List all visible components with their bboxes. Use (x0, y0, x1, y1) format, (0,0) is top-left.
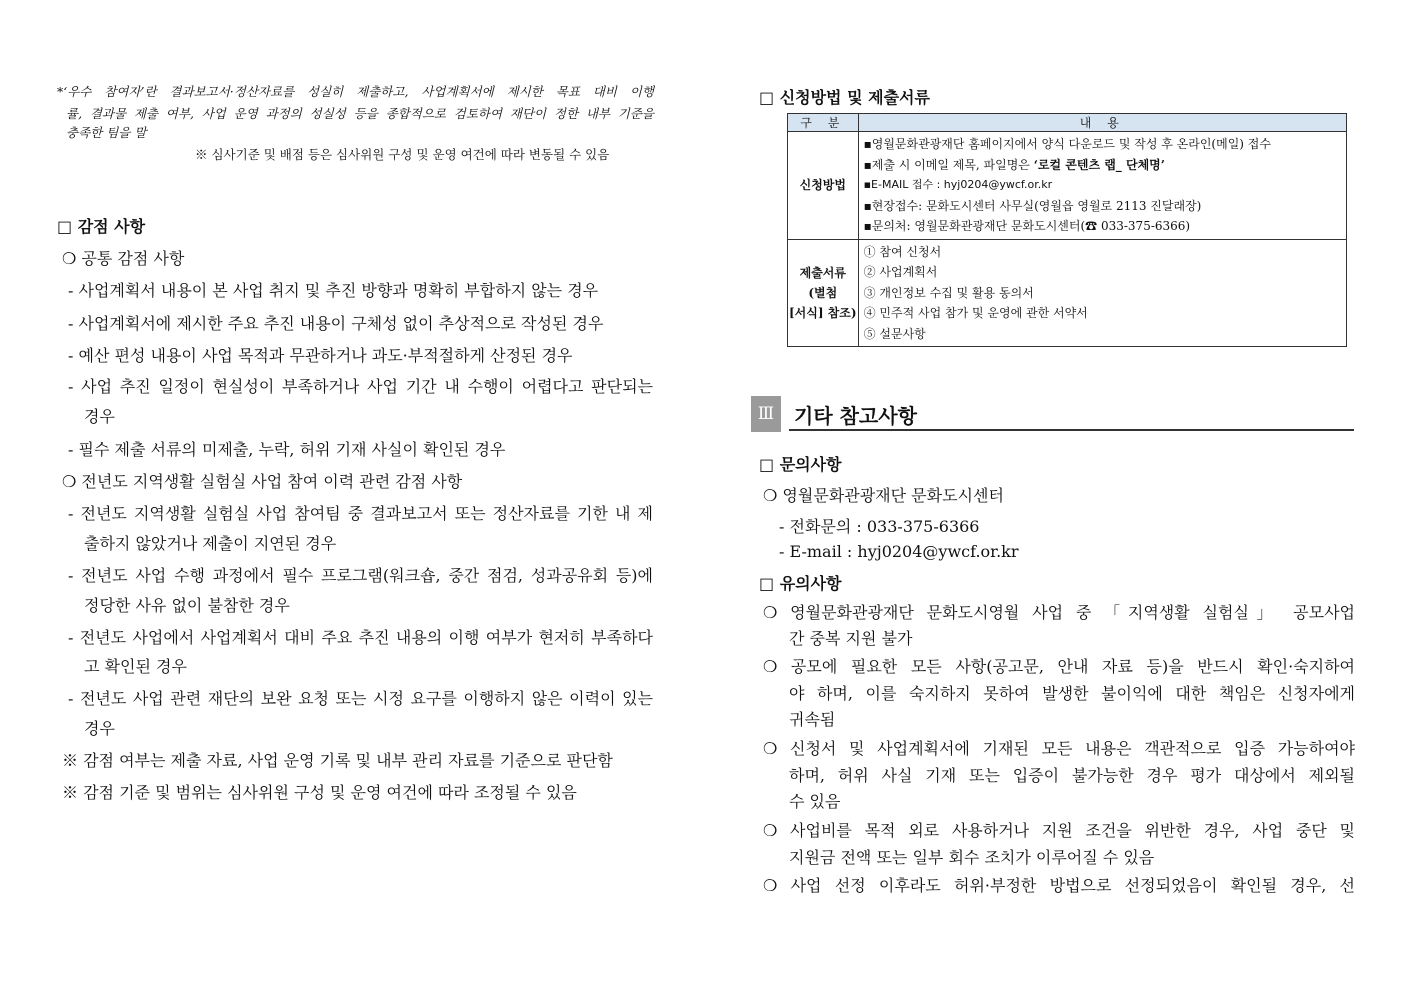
note: ※ 감점 여부는 제출 자료, 사업 운영 기록 및 내부 관리 자료를 기준으로 판단함 (62, 751, 613, 770)
footnote-line: *‘우수 참여자’란 결과보고서·정산자료를 성실히 제출하고, 사업계획서에 제시한 목표 대비 이행 (57, 84, 654, 99)
document-item: ④ 민주적 사업 참가 및 운영에 관한 서약서 (863, 306, 1088, 320)
caution-line: ❍ 사업 선정 이후라도 허위·부정한 방법으로 선정되었음이 확인될 경우, 선 (763, 876, 1355, 895)
table-list-item: ▪현장접수: 문화도시센터 사무실(영월읍 영월로 2113 진달래장) (863, 198, 1202, 213)
footnote-line: 률, 결과물 제출 여부, 사업 운영 과정의 성실성 등을 종합적으로 검토하여 재단이 정한 내부 기준을 (66, 106, 654, 121)
table-list-text: ▪제출 시 이메일 제목, 파일명은 (863, 157, 1034, 172)
row-content-documents (858, 239, 1346, 347)
table-list-item: ▪영월문화관광재단 홈페이지에서 양식 다운로드 및 작성 후 온라인(메일) 접수 (863, 137, 1271, 151)
section-number: Ⅲ (751, 396, 781, 432)
row-content-apply-method (858, 132, 1346, 240)
table-header: 내 용 (858, 114, 1346, 132)
caution-line: 야 하며, 이를 숙지하지 못하여 발생한 불이익에 대한 책임은 신청자에게 (789, 684, 1355, 703)
section-underline (789, 429, 1354, 431)
list-item: - 사업 추진 일정이 현실성이 부족하거나 사업 기간 내 수행이 어렵다고 판단되는 (68, 377, 653, 396)
document-item: ⑤ 설문사항 (863, 326, 926, 341)
inquiry-title: □ 문의사항 (759, 455, 842, 474)
caution-line: 하며, 허위 사실 기재 또는 입증이 불가능한 경우 평가 대상에서 제외될 (789, 766, 1355, 785)
caution-line: 수 있음 (789, 792, 841, 811)
caution-line: 귀속됨 (789, 710, 836, 729)
file-name-format: ‘로컬 콘텐츠 랩_ 단체명’ (1033, 157, 1165, 172)
inquiry-phone: - 전화문의 : 033-375-6366 (779, 517, 980, 536)
note: ※ 감점 기준 및 범위는 심사위원 구성 및 운영 여건에 따라 조정될 수 있음 (62, 783, 577, 802)
section-title-deduction: □ 감점 사항 (57, 217, 146, 236)
caution-line: ❍ 영월문화관광재단 문화도시영월 사업 중 「지역생활 실험실」 공모사업 (763, 603, 1355, 622)
document-item: ② 사업계획서 (863, 265, 938, 279)
list-item: - 사업계획서 내용이 본 사업 취지 및 추진 방향과 명확히 부합하지 않는 경우 (68, 281, 599, 300)
label-line: [서식] 참조) (789, 305, 857, 320)
table-row (788, 239, 1347, 347)
table-header: 구 분 (788, 114, 859, 132)
footnote-note: ※ 심사기준 및 배점 등은 심사위원 구성 및 운영 여건에 따라 변동될 수 있음 (195, 147, 610, 162)
caution-line: ❍ 사업비를 목적 외로 사용하거나 지원 조건을 위반한 경우, 사업 중단 및 (763, 821, 1355, 840)
row-label-documents (788, 239, 859, 347)
label-line: 제출서류 (799, 265, 846, 280)
document-item: ③ 개인정보 수집 및 활용 동의서 (863, 285, 1034, 300)
table-list-item: ▪문의처: 영월문화관광재단 문화도시센터(☎ 033-375-6366) (863, 219, 1191, 233)
table-row (788, 132, 1347, 240)
list-item: - 사업계획서에 제시한 주요 추진 내용이 구체성 없이 추상적으로 작성된 경우 (68, 314, 604, 333)
table-list-item: ▪E-MAIL 접수 : hyj0204@ywcf.or.kr (863, 178, 1053, 191)
list-item-cont: 고 확인된 경우 (84, 657, 187, 676)
caution-line: 간 중복 지원 불가 (789, 629, 913, 648)
footnote-line: 충족한 팀을 말 (66, 125, 147, 140)
caution-line: ❍ 공모에 필요한 모든 사항(공고문, 안내 자료 등)을 반드시 확인·숙지하여 (763, 657, 1355, 676)
table-list-item (864, 155, 1346, 176)
list-item: - 전년도 지역생활 실험실 사업 참여팀 중 결과보고서 또는 정산자료를 기한 내 제 (68, 504, 653, 523)
document-item: ① 참여 신청서 (863, 244, 942, 259)
subheading-common: ❍ 공통 감점 사항 (62, 249, 185, 268)
section-title-apply: □ 신청방법 및 제출서류 (759, 88, 930, 107)
list-item: - 전년도 사업 수행 과정에서 필수 프로그램(워크숍, 중간 점검, 성과공유회 등)에 (68, 566, 653, 585)
caution-line: ❍ 신청서 및 사업계획서에 기재된 모든 내용은 객관적으로 입증 가능하여야 (763, 739, 1355, 758)
list-item: - 필수 제출 서류의 미제출, 누락, 허위 기재 사실이 확인된 경우 (68, 440, 506, 459)
section-title-other: 기타 참고사항 (794, 404, 917, 428)
list-item: - 전년도 사업 관련 재단의 보완 요청 또는 시정 요구를 이행하지 않은 이력이 있는 (68, 689, 653, 708)
list-item: - 예산 편성 내용이 사업 목적과 무관하거나 과도·부적절하게 산정된 경우 (68, 346, 573, 365)
section-3-heading (751, 396, 1354, 432)
application-table (787, 113, 1347, 347)
label-line: (별첨 (808, 285, 838, 300)
table-header-row (788, 114, 1347, 132)
inquiry-org: ❍ 영월문화관광재단 문화도시센터 (763, 486, 1004, 505)
list-item-cont: 경우 (84, 719, 115, 738)
inquiry-email: - E-mail : hyj0204@ywcf.or.kr (779, 542, 1019, 561)
caution-line: 지원금 전액 또는 일부 회수 조치가 이루어질 수 있음 (789, 848, 1155, 867)
list-item: - 전년도 사업에서 사업계획서 대비 주요 추진 내용의 이행 여부가 현저히 부족하다 (68, 628, 653, 647)
list-item-cont: 정당한 사유 없이 불참한 경우 (84, 596, 290, 615)
list-item-cont: 출하지 않았거나 제출이 지연된 경우 (84, 534, 337, 553)
row-label-apply-method: 신청방법 (788, 132, 859, 240)
subheading-previous-year: ❍ 전년도 지역생활 실험실 사업 참여 이력 관련 감점 사항 (62, 472, 463, 491)
caution-title: □ 유의사항 (759, 574, 842, 593)
list-item-cont: 경우 (84, 407, 115, 426)
